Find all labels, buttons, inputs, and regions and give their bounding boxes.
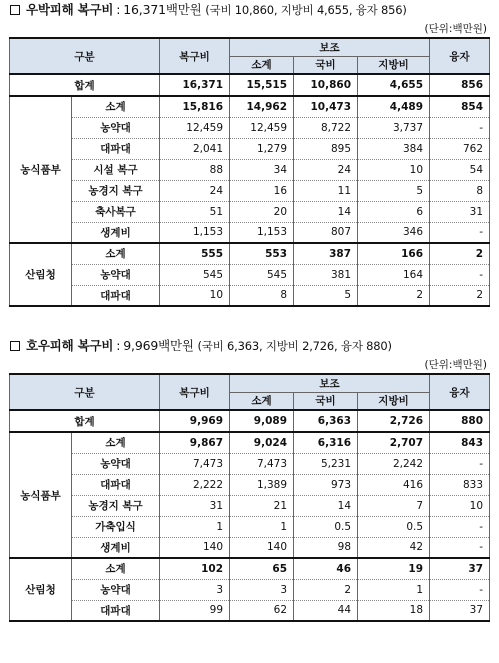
table-row [10, 117, 490, 138]
hail-damage-section [0, 0, 499, 307]
cell-local: 7 [358, 495, 430, 516]
cell-subtotal: 65 [230, 558, 294, 579]
cell-national: 44 [294, 600, 358, 621]
header-recovery: 복구비 [160, 38, 230, 74]
cell-subtotal: 14,962 [230, 96, 294, 117]
heavy-rain-damage-table [9, 373, 490, 622]
checkbox-square-icon [10, 341, 20, 351]
cell-recovery: 12,459 [160, 117, 230, 138]
table-header-row [10, 38, 490, 56]
row-label: 농약대 [72, 264, 160, 285]
cell-local: 2,726 [358, 410, 430, 432]
cell-recovery: 9,867 [160, 432, 230, 453]
cell-national: 14 [294, 201, 358, 222]
cell-loan: 833 [430, 474, 490, 495]
cell-local: 1 [358, 579, 430, 600]
cell-subtotal: 553 [230, 243, 294, 264]
row-label: 시설 복구 [72, 159, 160, 180]
hail-damage-table [9, 37, 490, 307]
row-label: 생계비 [72, 222, 160, 243]
cell-national: 895 [294, 138, 358, 159]
row-label: 대파대 [72, 474, 160, 495]
table-row [10, 159, 490, 180]
cell-subtotal: 15,515 [230, 74, 294, 96]
section-title [0, 336, 499, 356]
cell-loan: - [430, 222, 490, 243]
header-loan: 융자 [430, 38, 490, 74]
cell-national: 98 [294, 537, 358, 558]
cell-subtotal: 9,024 [230, 432, 294, 453]
row-label: 농경지 복구 [72, 180, 160, 201]
row-label: 축사복구 [72, 201, 160, 222]
table-row [10, 285, 490, 306]
row-label: 농약대 [72, 579, 160, 600]
header-category: 구분 [10, 38, 160, 74]
cell-local: 164 [358, 264, 430, 285]
table-row [10, 264, 490, 285]
table-row [10, 516, 490, 537]
table-header-row [10, 374, 490, 392]
cell-recovery: 7,473 [160, 453, 230, 474]
cell-subtotal: 9,089 [230, 410, 294, 432]
cell-subtotal: 1,279 [230, 138, 294, 159]
cell-national: 807 [294, 222, 358, 243]
cell-subtotal: 8 [230, 285, 294, 306]
header-recovery: 복구비 [160, 374, 230, 410]
cell-local: 384 [358, 138, 430, 159]
cell-recovery: 1,153 [160, 222, 230, 243]
table-row [10, 537, 490, 558]
section-title-main: 우박피해 복구비 [26, 2, 114, 17]
table-row [10, 600, 490, 621]
total-row [10, 410, 490, 432]
group-label: 농식품부 [10, 96, 72, 243]
header-national: 국비 [294, 392, 358, 410]
cell-loan: - [430, 579, 490, 600]
cell-subtotal: 140 [230, 537, 294, 558]
cell-loan: - [430, 264, 490, 285]
row-label: 대파대 [72, 138, 160, 159]
cell-local: 4,489 [358, 96, 430, 117]
header-loan: 융자 [430, 374, 490, 410]
table-row [10, 201, 490, 222]
cell-national: 381 [294, 264, 358, 285]
table-row [10, 453, 490, 474]
header-support: 보조 [230, 38, 430, 56]
cell-national: 0.5 [294, 516, 358, 537]
cell-national: 10,473 [294, 96, 358, 117]
cell-subtotal: 62 [230, 600, 294, 621]
cell-national: 24 [294, 159, 358, 180]
row-label: 농경지 복구 [72, 495, 160, 516]
cell-loan: - [430, 117, 490, 138]
cell-recovery: 15,816 [160, 96, 230, 117]
cell-local: 346 [358, 222, 430, 243]
checkbox-square-icon [10, 5, 20, 15]
cell-loan: 2 [430, 285, 490, 306]
cell-subtotal: 1,389 [230, 474, 294, 495]
cell-national: 8,722 [294, 117, 358, 138]
cell-loan: 37 [430, 600, 490, 621]
cell-recovery: 88 [160, 159, 230, 180]
section-title [0, 0, 499, 20]
section-title-breakdown: (국비 6,363, 지방비 2,726, 융자 880) [197, 339, 392, 353]
cell-national: 6,316 [294, 432, 358, 453]
group-label: 산림청 [10, 558, 72, 621]
table-row [10, 243, 490, 264]
table-row [10, 579, 490, 600]
table-row [10, 432, 490, 453]
table-row [10, 180, 490, 201]
table-row [10, 138, 490, 159]
cell-loan: - [430, 537, 490, 558]
cell-local: 5 [358, 180, 430, 201]
cell-local: 2 [358, 285, 430, 306]
unit-label: (단위:백만원) [424, 23, 487, 35]
cell-recovery: 16,371 [160, 74, 230, 96]
section-title-separator: : [116, 338, 121, 353]
cell-recovery: 545 [160, 264, 230, 285]
cell-recovery: 31 [160, 495, 230, 516]
cell-national: 10,860 [294, 74, 358, 96]
cell-loan: 856 [430, 74, 490, 96]
cell-local: 42 [358, 537, 430, 558]
cell-loan: 854 [430, 96, 490, 117]
cell-subtotal: 16 [230, 180, 294, 201]
section-title-amount: 9,969백만원 [123, 338, 194, 353]
row-label: 생계비 [72, 537, 160, 558]
cell-local: 2,707 [358, 432, 430, 453]
cell-national: 973 [294, 474, 358, 495]
table-row [10, 558, 490, 579]
cell-local: 416 [358, 474, 430, 495]
cell-loan: 10 [430, 495, 490, 516]
cell-loan: 2 [430, 243, 490, 264]
cell-recovery: 3 [160, 579, 230, 600]
cell-loan: 762 [430, 138, 490, 159]
cell-national: 5 [294, 285, 358, 306]
cell-recovery: 99 [160, 600, 230, 621]
cell-loan: - [430, 453, 490, 474]
cell-recovery: 51 [160, 201, 230, 222]
header-subtotal: 소계 [230, 392, 294, 410]
table-row [10, 495, 490, 516]
cell-local: 6 [358, 201, 430, 222]
cell-recovery: 102 [160, 558, 230, 579]
cell-loan: 843 [430, 432, 490, 453]
header-local: 지방비 [358, 392, 430, 410]
cell-national: 2 [294, 579, 358, 600]
table-row [10, 474, 490, 495]
cell-national: 387 [294, 243, 358, 264]
header-support: 보조 [230, 374, 430, 392]
cell-local: 19 [358, 558, 430, 579]
cell-subtotal: 21 [230, 495, 294, 516]
header-national: 국비 [294, 56, 358, 74]
section-title-main: 호우피해 복구비 [26, 338, 114, 353]
cell-recovery: 1 [160, 516, 230, 537]
header-subtotal: 소계 [230, 56, 294, 74]
cell-local: 10 [358, 159, 430, 180]
section-title-separator: : [116, 2, 121, 17]
cell-subtotal: 34 [230, 159, 294, 180]
table-row [10, 222, 490, 243]
cell-local: 2,242 [358, 453, 430, 474]
cell-local: 18 [358, 600, 430, 621]
section-title-amount: 16,371백만원 [123, 2, 202, 17]
cell-subtotal: 1,153 [230, 222, 294, 243]
heavy-rain-damage-section [0, 336, 499, 622]
cell-national: 6,363 [294, 410, 358, 432]
row-label: 농약대 [72, 117, 160, 138]
cell-loan: 8 [430, 180, 490, 201]
total-row [10, 74, 490, 96]
cell-local: 0.5 [358, 516, 430, 537]
cell-national: 46 [294, 558, 358, 579]
cell-subtotal: 7,473 [230, 453, 294, 474]
cell-loan: 37 [430, 558, 490, 579]
cell-recovery: 24 [160, 180, 230, 201]
group-label: 산림청 [10, 243, 72, 306]
cell-local: 4,655 [358, 74, 430, 96]
total-label: 합계 [10, 74, 160, 96]
row-label: 소계 [72, 558, 160, 579]
cell-recovery: 10 [160, 285, 230, 306]
cell-loan: - [430, 516, 490, 537]
table-row [10, 96, 490, 117]
total-label: 합계 [10, 410, 160, 432]
cell-national: 14 [294, 495, 358, 516]
cell-subtotal: 3 [230, 579, 294, 600]
cell-loan: 880 [430, 410, 490, 432]
cell-recovery: 140 [160, 537, 230, 558]
cell-local: 166 [358, 243, 430, 264]
cell-recovery: 555 [160, 243, 230, 264]
cell-subtotal: 12,459 [230, 117, 294, 138]
row-label: 대파대 [72, 285, 160, 306]
row-label: 대파대 [72, 600, 160, 621]
cell-recovery: 9,969 [160, 410, 230, 432]
row-label: 소계 [72, 243, 160, 264]
cell-loan: 31 [430, 201, 490, 222]
header-category: 구분 [10, 374, 160, 410]
cell-recovery: 2,041 [160, 138, 230, 159]
row-label: 소계 [72, 96, 160, 117]
group-label: 농식품부 [10, 432, 72, 558]
cell-loan: 54 [430, 159, 490, 180]
cell-national: 5,231 [294, 453, 358, 474]
cell-subtotal: 545 [230, 264, 294, 285]
cell-subtotal: 1 [230, 516, 294, 537]
row-label: 가축입식 [72, 516, 160, 537]
cell-local: 3,737 [358, 117, 430, 138]
unit-label: (단위:백만원) [424, 359, 487, 371]
header-local: 지방비 [358, 56, 430, 74]
cell-subtotal: 20 [230, 201, 294, 222]
cell-national: 11 [294, 180, 358, 201]
cell-recovery: 2,222 [160, 474, 230, 495]
row-label: 소계 [72, 432, 160, 453]
section-title-breakdown: (국비 10,860, 지방비 4,655, 융자 856) [205, 3, 407, 17]
row-label: 농약대 [72, 453, 160, 474]
